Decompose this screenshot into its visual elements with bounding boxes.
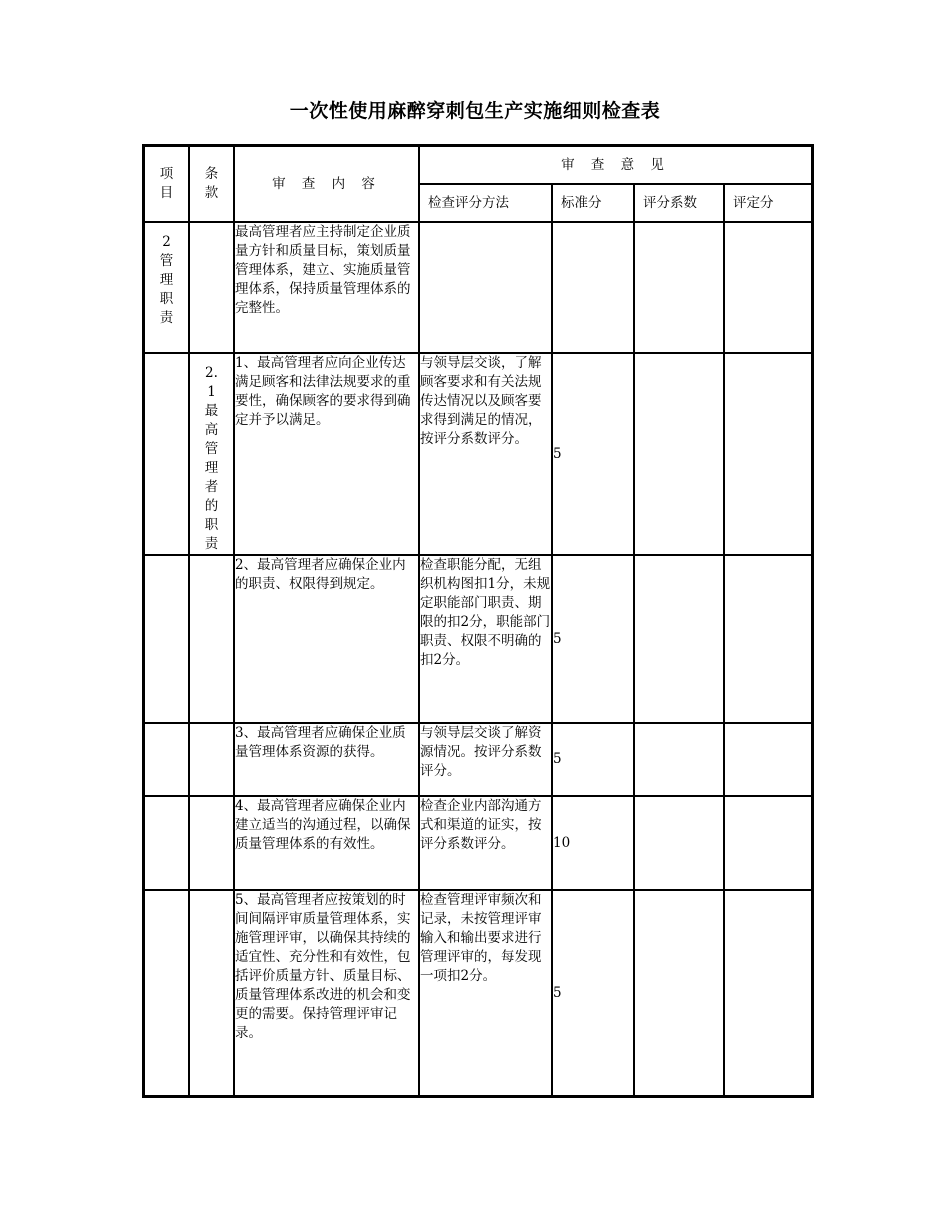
header-coef: 评分系数 [634,184,724,222]
final-cell [724,796,812,890]
header-final: 评定分 [724,184,812,222]
coef-cell [634,796,724,890]
standard-cell [552,222,634,353]
standard-cell: 5 [552,353,634,555]
header-item: 项目 [144,146,189,222]
method-cell [419,222,552,353]
content-cell: 4、最高管理者应确保企业内建立适当的沟通过程，以确保质量管理体系的有效性。 [234,796,419,890]
content-cell: 3、最高管理者应确保企业质量管理体系资源的获得。 [234,723,419,796]
inspection-table [142,144,814,1098]
standard-cell: 5 [552,890,634,1096]
table-row [144,890,812,1096]
method-cell: 与领导层交谈了解资源情况。按评分系数评分。 [419,723,552,796]
table-row [144,555,812,723]
final-cell [724,723,812,796]
final-cell [724,222,812,353]
clause-cell [189,222,234,353]
coef-cell [634,555,724,723]
coef-cell [634,890,724,1096]
standard-cell: 5 [552,723,634,796]
content-cell: 最高管理者应主持制定企业质量方针和质量目标，策划质量管理体系，建立、实施质量管理体系，保持质量管理体系的完整性。 [234,222,419,353]
method-cell: 检查职能分配，无组织机构图扣1分，未规定职能部门职责、期限的扣2分，职能部门职责、权限不明确的扣2分。 [419,555,552,723]
final-cell [724,890,812,1096]
clause-cell [189,555,234,723]
header-standard: 标准分 [552,184,634,222]
coef-cell [634,222,724,353]
clause-cell [189,796,234,890]
standard-cell: 5 [552,555,634,723]
clause-cell [189,890,234,1096]
final-cell [724,555,812,723]
item-cell [144,723,189,796]
method-cell: 与领导层交谈，了解顾客要求和有关法规传达情况以及顾客要求得到满足的情况，按评分系数评分。 [419,353,552,555]
table-row [144,353,812,555]
coef-cell [634,723,724,796]
header-content: 审 查 内 容 [234,146,419,222]
header-method: 检查评分方法 [419,184,552,222]
content-cell: 5、最高管理者应按策划的时间间隔评审质量管理体系，实施管理评审，以确保其持续的适宜性、充分性和有效性，包括评价质量方针、质量目标、质量管理体系改进的机会和变更的需要。保持管理评审记录。 [234,890,419,1096]
clause-cell: 2.1最高管理者的职责 [189,353,234,555]
method-cell: 检查管理评审频次和记录，未按管理评审输入和输出要求进行管理评审的，每发现一项扣2分。 [419,890,552,1096]
final-cell [724,353,812,555]
item-cell [144,353,189,555]
header-opinion: 审 查 意 见 [419,146,812,184]
table-row [144,796,812,890]
content-cell: 1、最高管理者应向企业传达满足顾客和法律法规要求的重要性，确保顾客的要求得到确定并予以满足。 [234,353,419,555]
page-title: 一次性使用麻醉穿刺包生产实施细则检查表 [289,100,661,122]
content-cell: 2、最高管理者应确保企业内的职责、权限得到规定。 [234,555,419,723]
standard-cell: 10 [552,796,634,890]
table-row [144,222,812,353]
item-cell [144,890,189,1096]
clause-cell [189,723,234,796]
header-row-1 [144,146,812,184]
coef-cell [634,353,724,555]
item-cell: 2管理职责 [144,222,189,353]
item-cell [144,796,189,890]
method-cell: 检查企业内部沟通方式和渠道的证实，按评分系数评分。 [419,796,552,890]
item-cell [144,555,189,723]
table-row [144,723,812,796]
header-clause: 条款 [189,146,234,222]
